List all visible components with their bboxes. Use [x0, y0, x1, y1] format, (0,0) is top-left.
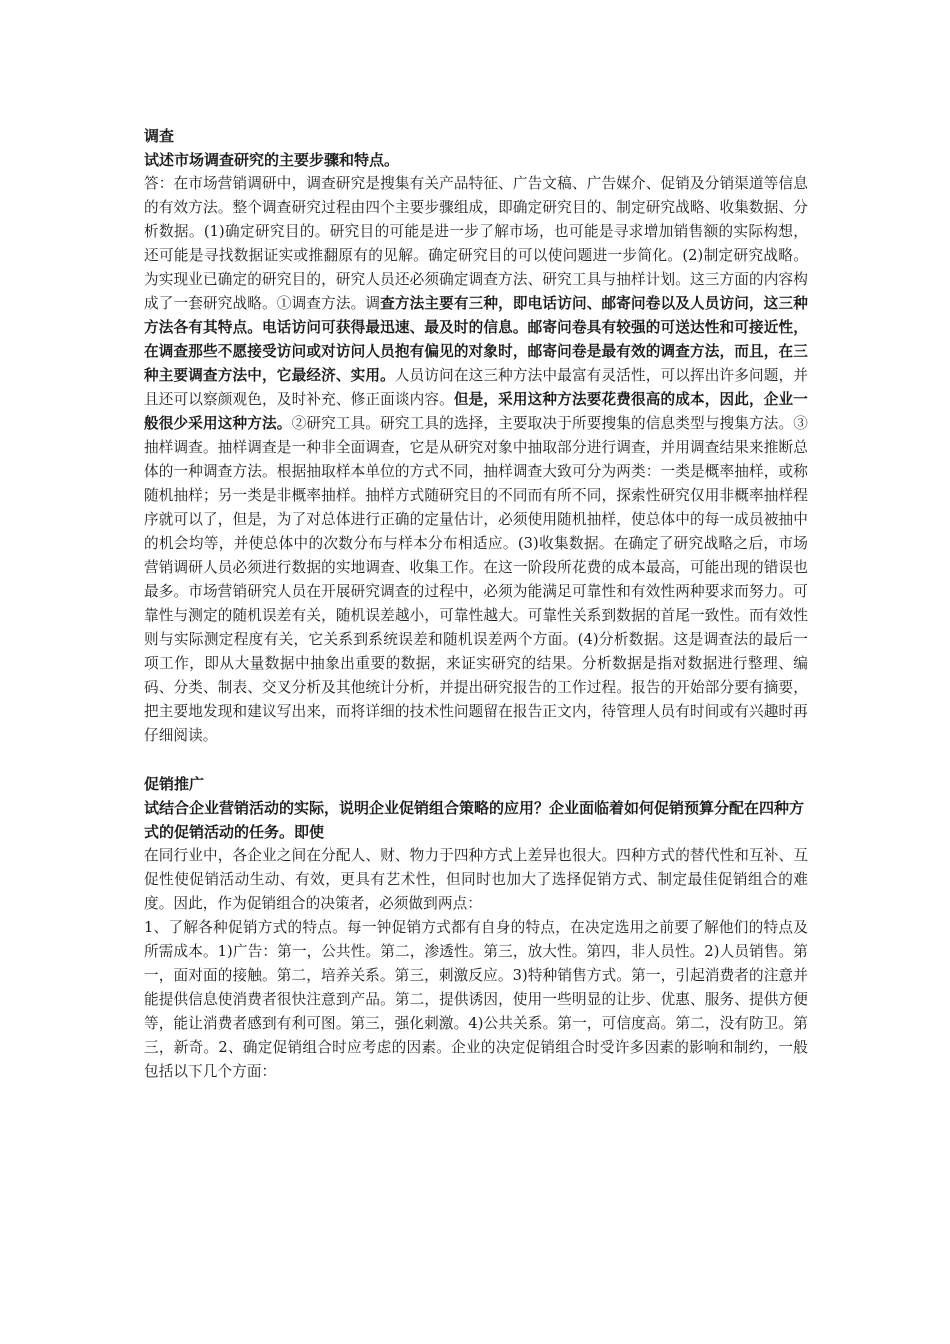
answer-text-3: ②研究工具。研究工具的选择，主要取决于所要搜集的信息类型与搜集方法。③抽样调查。抽样调查是一种非全面调查，它是从研究对象中抽取部分进行调查，并用调查结果来推断总体的一种调查方法。根据抽取样本单位的方式不同，抽样调查大致可分为两类：一类是概率抽样，或称随机抽样；另一类是非概率抽样。抽样方式随研究目的不同而有所不同，探索性研究仅用非概率抽样程序就可以了，但是，为了对总体进行正确的定量估计，必须使用随机抽样，使总体中的每一成员被抽中的机会均等，并使总体中的次数分布与样本分布相适应。(3)收集数据。在确定了研究战略之后，市场营销调研人员必须进行数据的实地调查、收集工作。在这一阶段所花费的成本最高，可能出现的错误也最多。市场营销研究人员在开展研究调查的过程中，必须为能满足可靠性和有效性两种要求而努力。可靠性与测定的随机误差有关，随机误差越小，可靠性越大。可靠性关系到数据的首尾一致性。而有效性则与实际测定程度有关，它关系到系统误差和随机误差两个方面。(4)分析数据。这是调查法的最后一项工作，即从大量数据中抽象出重要的数据，来证实研究的结果。分析数据是指对数据进行整理、编码、分类、制表、交叉分析及其他统计分析，并提出研究报告的工作过程。报告的开始部分要有摘要，把主要地发现和建议写出来，而将详细的技术性问题留在报告正文内，待管理人员有时间或有兴趣时再仔细阅读。	[144, 415, 808, 744]
promotion-paragraph-2: 1、了解各种促销方式的特点。每一钟促销方式都有自身的特点，在决定选用之前要了解他们的特点及所需成本。1)广告：第一，公共性。第二，渗透性。第三，放大性。第四，非人员性。2)人员销售。第一，面对面的接触。第二，培养关系。第三，刺激反应。3)特种销售方式。第一，引起消费者的注意并能提供信息使消费者很快注意到产品。第二，提供诱因，使用一些明显的让步、优惠、服务、提供方便等，能让消费者感到有利可图。第三，强化刺激。4)公共关系。第一，可信度高。第二，没有防卫。第三，新奇。2、确定促销组合时应考虑的因素。企业的决定促销组合时受许多因素的影响和制约，一般包括以下几个方面：	[144, 919, 808, 1080]
section-heading-survey: 调查	[144, 127, 175, 145]
answer-text-1: 答：在市场营销调研中，调查研究是搜集有关产品特征、广告文稿、广告媒介、促销及分销渠道等信息的有效方法。整个调查研究过程由四个主要步骤组成，即确定研究目的、制定研究战略、收集数据、分析数据。(1)确定研究目的。研究目的可能是进一步了解市场，也可能是寻求增加销售额的实际构想，还可能是寻找数据证实或推翻原有的见解。确定研究目的可以使问题进一步简化。(2)制定研究战略。为实现业已确定的研究目的，研究人员还必须确定调查方法、研究工具与抽样计划。这三方面的内容构成了一套研究战略。①调查方法。调	[144, 175, 808, 312]
promotion-paragraph-1: 在同行业中，各企业之间在分配人、财、物力于四种方式上差异也很大。四种方式的替代性和互补、互促性使促销活动生动、有效，更具有艺术性，但同时也加大了选择促销方式、制定最佳促销组合的难度。因此，作为促销组合的决策者，必须做到两点：	[144, 847, 808, 912]
question-promotion: 试结合企业营销活动的实际，说明企业促销组合策略的应用？企业面临着如何促销预算分配在四种方式的促销活动的任务。即使	[144, 799, 805, 841]
answer-bold-1: 查方法主要有三种，即电话访问、邮寄问卷以及人员访问，这三种方法各有其特点。电话访问可获得最迅速、最及时的信息。邮寄问卷具有较强的可送达性和可接近性，在调查那些不愿接受访问或对访问人员抱有偏见的对象时，邮寄问卷是最有效的调查方法，而且，在三种主要调查方法中，它最经济、实用。	[144, 295, 808, 384]
question-survey: 试述市场调查研究的主要步骤和特点。	[144, 151, 400, 169]
section-heading-promotion: 促销推广	[144, 775, 205, 793]
section-spacer	[144, 748, 808, 772]
answer-survey	[144, 172, 808, 748]
answer-bold-2: 但是，采用这种方法要花费很高的成本，因此，企业一般很少采用这种方法。	[144, 391, 808, 432]
answer-text-2: 人员访问在这三种方法中最富有灵活性，可以挥出许多问题，并且还可以察颜观色，及时补充、修正面谈内容。	[144, 367, 808, 408]
document-page	[144, 124, 808, 1084]
